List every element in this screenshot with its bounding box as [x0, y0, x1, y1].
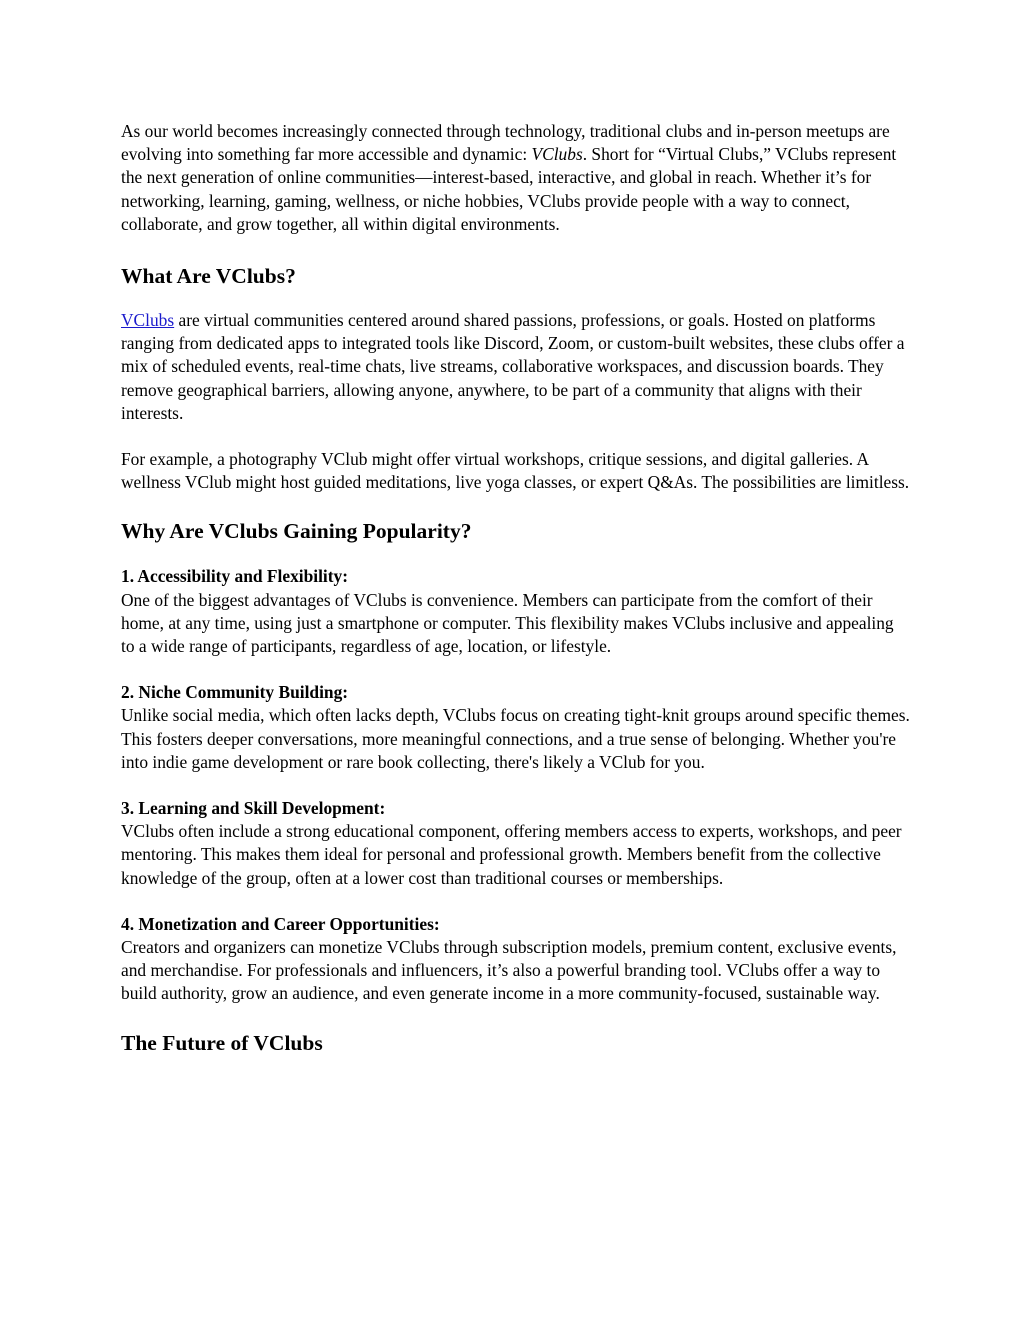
intro-text-before: As our world becomes increasingly connected through technology, traditional clubs and in-person meetups are evolving into something far more accessible and dynamic:: [121, 121, 890, 165]
reason-body: Unlike social media, which often lacks depth, VClubs focus on creating tight-knit groups around specific themes. This fosters deeper conversations, more meaningful connections, and a true sense of belonging. Whether you're into indie game development or rare book collecting, there's likely a VClub for you.: [121, 705, 910, 772]
heading-what-are-vclubs: What Are VClubs?: [121, 264, 296, 289]
reason-body: Creators and organizers can monetize VClubs through subscription models, premium content, exclusive events, and merchandise. For professionals and influencers, it’s also a powerful branding tool. VClubs offer a way to build authority, grow an audience, and even generate income in a more community-focused, sustainable way.: [121, 937, 897, 1004]
what-paragraph-1: [121, 309, 911, 425]
reason-item: [121, 565, 911, 658]
reason-title: 3. Learning and Skill Development:: [121, 798, 386, 819]
reason-title: 1. Accessibility and Flexibility:: [121, 566, 349, 587]
intro-emphasis: VClubs: [531, 144, 583, 165]
reason-title: 4. Monetization and Career Opportunities:: [121, 913, 440, 934]
reasons-list: [121, 565, 911, 1005]
heading-why-popularity: Why Are VClubs Gaining Popularity?: [121, 519, 472, 544]
heading-future-of-vclubs: The Future of VClubs: [121, 1030, 323, 1055]
vclubs-link[interactable]: VClubs: [121, 310, 175, 331]
reason-title: 2. Niche Community Building:: [121, 682, 349, 703]
reason-body: VClubs often include a strong educational component, offering members access to experts, workshops, and peer mentoring. This makes them ideal for personal and professional growth. Members benefit from the collective knowledge of the group, often at a lower cost than traditional courses or memberships.: [121, 821, 902, 888]
document-page: [121, 120, 911, 1057]
what-paragraph-2: For example, a photography VClub might offer virtual workshops, critique sessions, and digital galleries. A wellness VClub might host guided meditations, live yoga classes, or expert Q&As. The possibilities are limitless.: [121, 449, 910, 493]
reason-item: [121, 913, 911, 1006]
reason-item: [121, 797, 911, 890]
reason-body: One of the biggest advantages of VClubs is convenience. Members can participate from the comfort of their home, at any time, using just a smartphone or computer. This flexibility makes VClubs inclusive and appealing to a wide range of participants, regardless of age, location, or lifestyle.: [121, 589, 894, 657]
intro-paragraph: [121, 120, 911, 236]
intro-text-after: . Short for “Virtual Clubs,” VClubs represent the next generation of online communities—interest-based, interactive, and global in reach. Whether it’s for networking, learning, gaming, wellness, or niche hobbies, VClubs provide people with a way to connect, collaborate, and grow together, all within digital environments.: [121, 144, 897, 234]
reason-item: [121, 681, 911, 774]
what-paragraph-1-text: are virtual communities centered around shared passions, professions, or goals. Hosted on platforms ranging from dedicated apps to integrated tools like Discord, Zoom, or custom-built websites, these clubs offer a mix of scheduled events, real-time chats, live streams, collaborative workspaces, and discussion boards. They remove geographical barriers, allowing anyone, anywhere, to be part of a community that aligns with their interests.: [121, 310, 905, 423]
